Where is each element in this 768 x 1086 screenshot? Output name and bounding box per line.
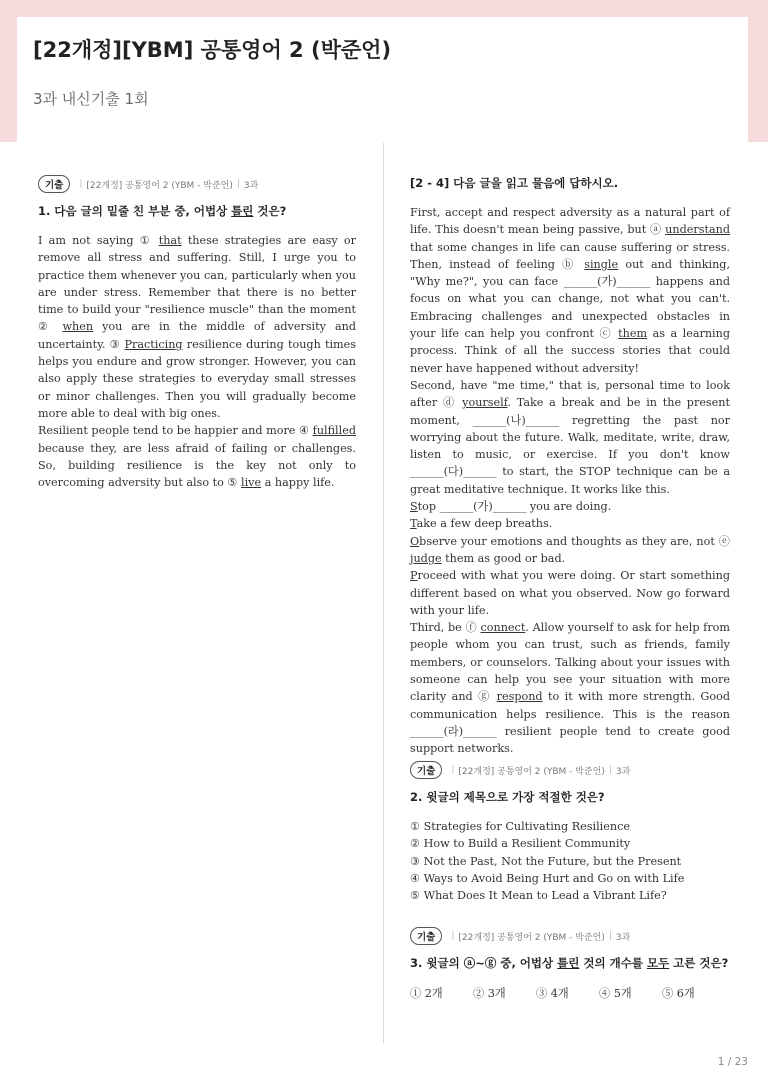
- document-subtitle: 3과 내신기출 1회: [33, 90, 149, 108]
- passage-2-paragraph-2: Second, have "me time," that is, personal time to look after ⓓ yourself. Take a break and be in the present moment, ______(나)______ regretting the past nor worrying about the future. Walk, meditate, write, draw, listen to music, or exercise. If you don't know ______(다)______ to start, the STOP technique can be a great meditative technique. It works like this.: [410, 378, 730, 496]
- choice-2[interactable]: ② How to Build a Resilient Community: [410, 837, 631, 851]
- question-1-title: 1. 다음 글의 밑줄 친 부분 중, 어법상 틀린 것은?: [38, 204, 287, 218]
- stop-step-t: Take a few deep breaths.: [410, 517, 553, 531]
- document-title: [22개정][YBM] 공통영어 2 (박준언): [33, 38, 392, 62]
- lesson-label: 3과: [615, 932, 631, 943]
- choice-3[interactable]: ③ Not the Past, Not the Future, but the Present: [410, 854, 682, 868]
- lesson-label: 3과: [243, 180, 259, 191]
- source-label: [22개정] 공통영어 2 (YBM - 박준언): [458, 932, 605, 943]
- question-3-meta: 기출 | [22개정] 공통영어 2 (YBM - 박준언) | 3과: [410, 927, 630, 945]
- passage-2: [410, 204, 730, 758]
- passage-2-paragraph-1: First, accept and respect adversity as a natural part of life. This doesn't mean being passive, but ⓐ understand that some changes in life can cause suffering or stress. Then, instead of feeling ⓑ single out and thinking, "Why me?", you can face ______(가)______ happens and focus on what you can change, not what you can't. Embracing challenges and unexpected obstacles in your life can help you confront ⓒ them as a learning process. Think of all the success stories that could never have happened without adversity!: [410, 206, 731, 375]
- passage-1-paragraph-2: Resilient people tend to be happier and more ④ fulfilled because they, are less afraid of failing or challenges. So, building resilience is the key not only to overcoming adversity but also to ⑤ live a happy life.: [38, 424, 356, 490]
- page-number: 1 / 23: [717, 1056, 748, 1068]
- choice-3[interactable]: ③ 4개: [536, 987, 569, 1000]
- stop-step-p: Proceed with what you were doing. Or start something different based on what you observed. Now go forward with your life.: [410, 569, 730, 617]
- choice-5[interactable]: ⑤ What Does It Mean to Lead a Vibrant Life?: [410, 889, 667, 903]
- lesson-label: 3과: [615, 766, 631, 777]
- source-label: [22개정] 공통영어 2 (YBM - 박준언): [86, 180, 233, 191]
- stop-step-o: Observe your emotions and thoughts as they are, not ⓔ judge them as good or bad.: [410, 534, 730, 565]
- passage-1-paragraph-1: I am not saying ① that these strategies are easy or remove all stress and suffering. Still, I urge you to practice them whenever you can, particularly when you are under stress. Remember that there is no better time to build your "resilience muscle" than the moment ② when you are in the middle of adversity and uncertainty. ③ Practicing resilience during tough times helps you endure and grow stronger. However, you can also apply these strategies to everyday small stresses or minor challenges. Then you will gradually become more able to deal with big ones.: [38, 234, 356, 420]
- question-3-choices: [410, 985, 725, 1001]
- stop-step-s: Stop ______(가)______ you are doing.: [410, 500, 612, 514]
- choice-4[interactable]: ④ Ways to Avoid Being Hurt and Go on with Life: [410, 871, 685, 885]
- choice-2[interactable]: ② 3개: [473, 987, 506, 1000]
- exam-badge: 기출: [410, 761, 442, 779]
- choice-4[interactable]: ④ 5개: [599, 987, 632, 1000]
- passage-2-paragraph-3: Third, be ⓕ connect. Allow yourself to ask for help from people whom you can trust, such as friends, family members, or counselors. Talking about your issues with someone can help you see your situation with more clarity and ⓖ respond to it with more strength. Good communication helps resilience. This is the reason ______(라)______ resilient people tend to create good support networks.: [410, 621, 731, 756]
- choice-1[interactable]: ① 2개: [410, 987, 443, 1000]
- choice-1[interactable]: ① Strategies for Cultivating Resilience: [410, 820, 630, 833]
- exam-badge: 기출: [38, 175, 70, 193]
- passage-instruction: [2 - 4] 다음 글을 읽고 물음에 답하시오.: [410, 176, 619, 190]
- passage-1: [38, 232, 356, 491]
- column-divider: [383, 143, 384, 1043]
- choice-5[interactable]: ⑤ 6개: [662, 987, 695, 1000]
- exam-badge: 기출: [410, 927, 442, 945]
- question-2-choices: [410, 818, 684, 904]
- question-2-meta: 기출 | [22개정] 공통영어 2 (YBM - 박준언) | 3과: [410, 761, 630, 779]
- source-label: [22개정] 공통영어 2 (YBM - 박준언): [458, 766, 605, 777]
- question-3-title: 3. 윗글의 ⓐ~ⓖ 중, 어법상 틀린 것의 개수를 모두 고른 것은?: [410, 956, 729, 970]
- question-2-title: 2. 윗글의 제목으로 가장 적절한 것은?: [410, 790, 605, 804]
- question-meta: 기출 | [22개정] 공통영어 2 (YBM - 박준언) | 3과: [38, 175, 258, 193]
